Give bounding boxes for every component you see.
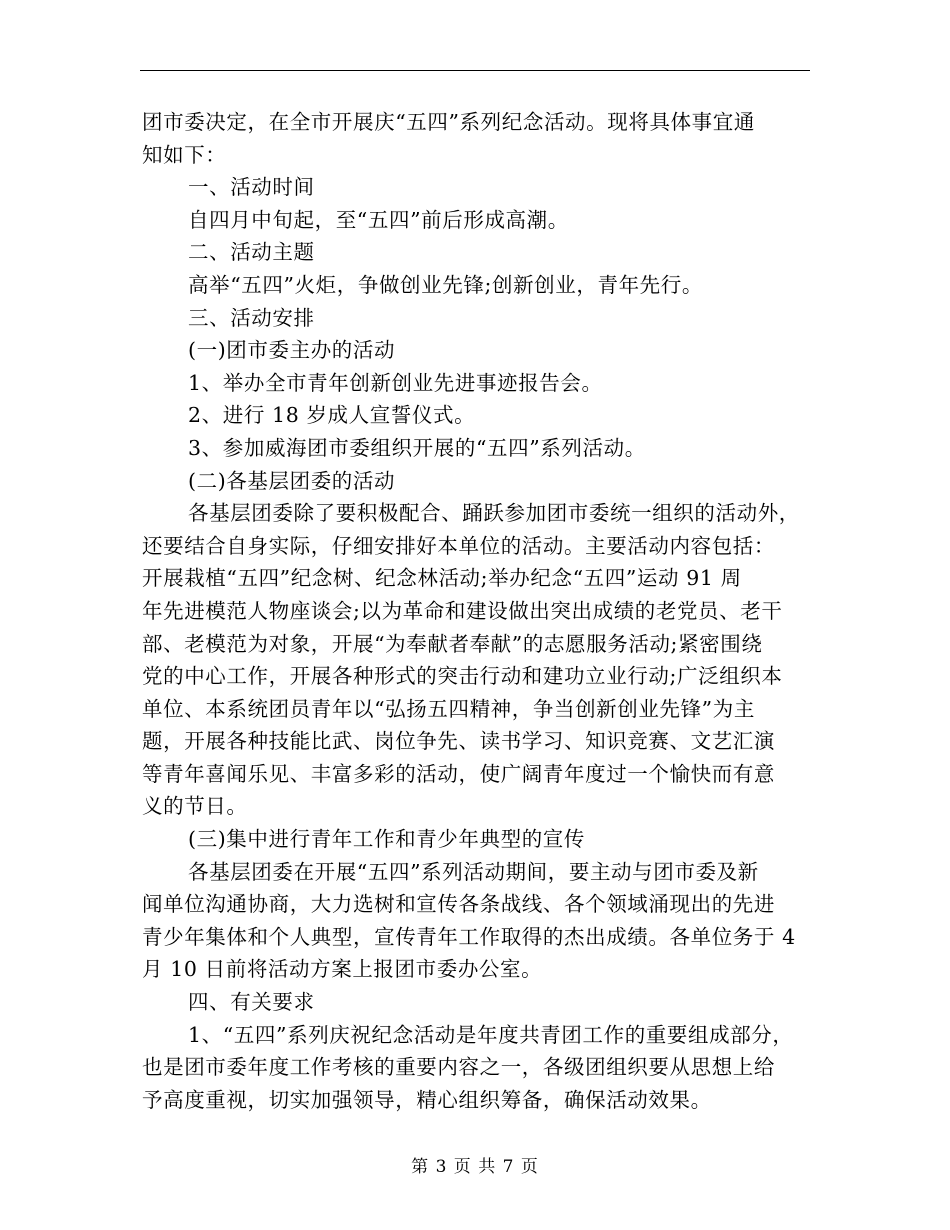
- subsection-heading: (一)团市委主办的活动: [188, 338, 396, 363]
- text-line: 单位、本系统团员青年以“弘扬五四精神，争当创新创业先锋”为主: [142, 696, 755, 721]
- text-line: 等青年喜闻乐见、丰富多彩的活动，使广阔青年度过一个愉快而有意: [142, 761, 775, 786]
- text-line: 各基层团委在开展“五四”系列活动期间，要主动与团市委及新: [188, 859, 759, 884]
- text-line: 部、老模范为对象，开展“为奉献者奉献”的志愿服务活动;紧密围绕: [142, 631, 763, 656]
- document-body: [142, 106, 812, 1116]
- page-number: 第 3 页 共 7 页: [411, 1157, 539, 1177]
- text-line: 青少年集体和个人典型，宣传青年工作取得的杰出成绩。各单位务于 4: [142, 924, 796, 949]
- text-line: 义的节日。: [142, 794, 248, 819]
- text-line: 闻单位沟通协商，大力选树和宣传各条战线、各个领域涌现出的先进: [142, 892, 775, 917]
- text-line: 予高度重视，切实加强领导，精心组织筹备，确保活动效果。: [142, 1087, 712, 1112]
- subsection-heading: (三)集中进行青年工作和青少年典型的宣传: [188, 827, 585, 852]
- text-line: 也是团市委年度工作考核的重要内容之一，各级团组织要从思想上给: [142, 1055, 775, 1080]
- text-line: 还要结合自身实际，仔细安排好本单位的活动。主要活动内容包括：: [142, 533, 775, 558]
- list-item: 3、参加威海团市委组织开展的“五四”系列活动。: [188, 435, 646, 460]
- section-heading: 一、活动时间: [188, 175, 315, 200]
- list-item: 1、“五四”系列庆祝纪念活动是年度共青团工作的重要组成部分，: [188, 1022, 794, 1047]
- subsection-heading: (二)各基层团委的活动: [188, 468, 396, 493]
- text-line: 题，开展各种技能比武、岗位争先、读书学习、知识竞赛、文艺汇演: [142, 729, 775, 754]
- header-rule: [140, 70, 810, 71]
- section-heading: 三、活动安排: [188, 305, 315, 330]
- section-heading: 二、活动主题: [188, 240, 315, 265]
- list-item: 1、举办全市青年创新创业先进事迹报告会。: [188, 370, 603, 395]
- section-heading: 四、有关要求: [188, 990, 315, 1015]
- text-line: 自四月中旬起，至“五四”前后形成高潮。: [188, 207, 569, 232]
- list-item: 2、进行 18 岁成人宣誓仪式。: [188, 403, 476, 428]
- text-line: 团市委决定，在全市开展庆“五四”系列纪念活动。现将具体事宜通: [142, 110, 755, 134]
- text-line: 高举“五四”火炬，争做创业先锋;创新创业，青年先行。: [188, 272, 703, 297]
- text-line: 各基层团委除了要积极配合、踊跃参加团市委统一组织的活动外，: [188, 501, 800, 526]
- text-line: 开展栽植“五四”纪念树、纪念林活动;举办纪念“五四”运动 91 周: [142, 566, 742, 591]
- text-line: 年先进模范人物座谈会;以为革命和建设做出突出成绩的老党员、老干: [142, 598, 783, 623]
- text-line: 知如下：: [142, 142, 227, 167]
- text-line: 月 10 日前将活动方案上报团市委办公室。: [142, 957, 543, 982]
- text-line: 党的中心工作，开展各种形式的突击行动和建功立业行动;广泛组织本: [142, 664, 783, 689]
